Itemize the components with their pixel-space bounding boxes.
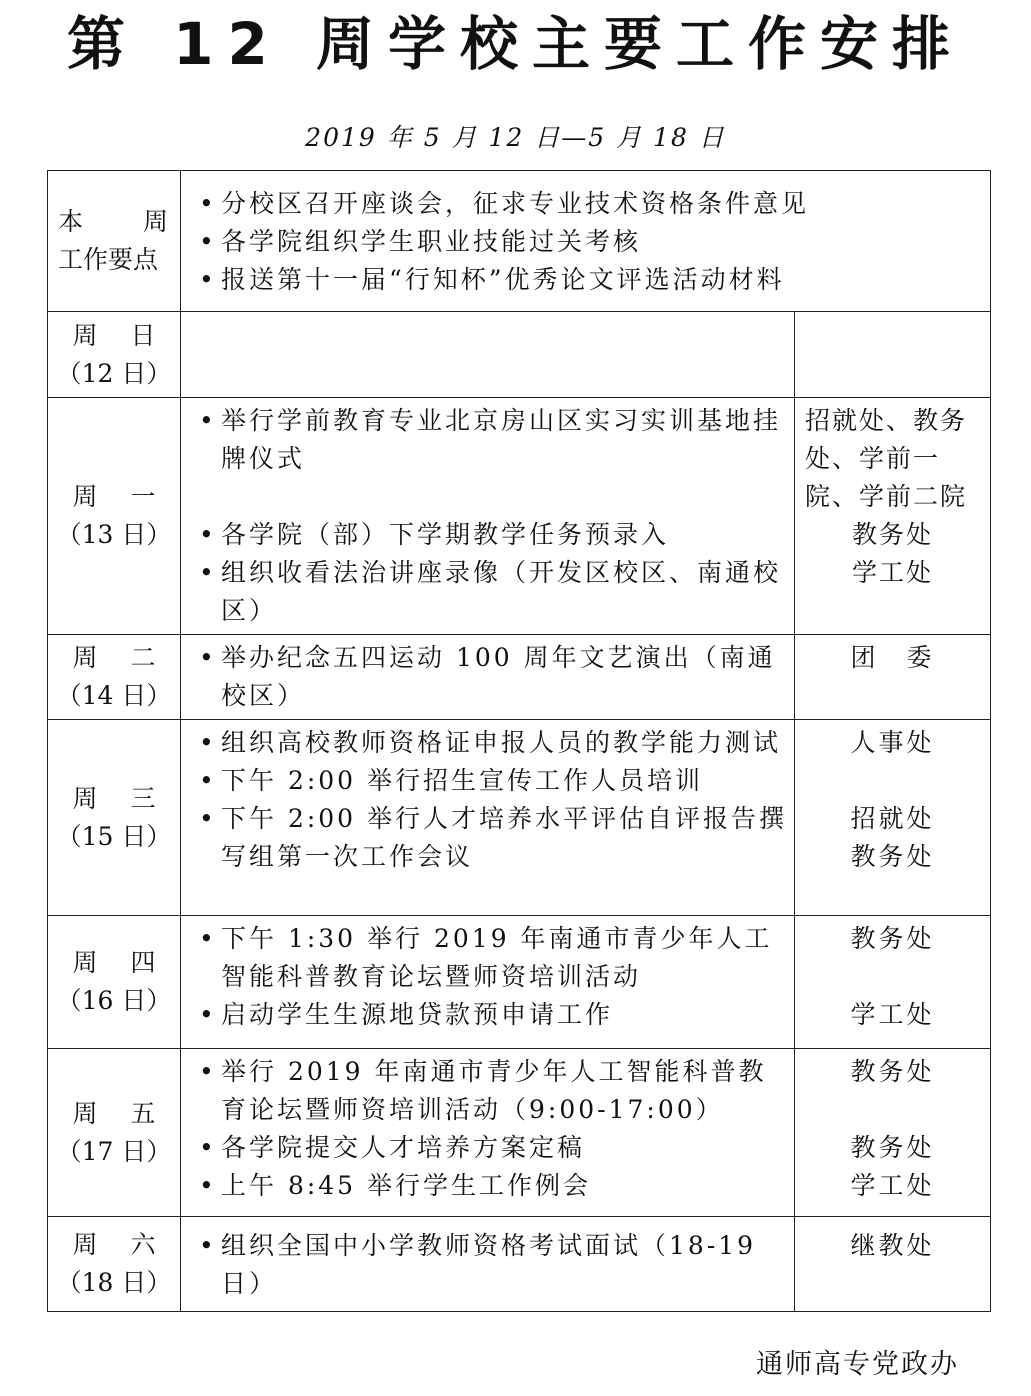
day-label: 周 五 （17 日） xyxy=(48,1049,181,1217)
list-item: • 举行 2019 年南通市青少年人工智能科普教育论坛暨师资培训活动（9:00-17:00） xyxy=(195,1053,790,1129)
dept-label: 学工处 xyxy=(850,1171,935,1200)
page-title: 第 12 周学校主要工作安排 xyxy=(66,10,965,78)
bullet: • xyxy=(199,1171,217,1200)
bullet: • xyxy=(199,728,217,757)
day-depts xyxy=(795,1217,991,1312)
bullet: • xyxy=(199,1057,217,1086)
day-items xyxy=(181,1217,795,1312)
day-depts xyxy=(795,398,991,635)
dept-label: 招就处、教务处、学前一院、学前二院 xyxy=(805,406,968,511)
dept-label: 学工处 xyxy=(850,1000,935,1029)
list-item: • 上午 8:45 举行学生工作例会 xyxy=(195,1167,790,1205)
dept-label: 团 委 xyxy=(850,643,935,672)
list-item: • 举办纪念五四运动 100 周年文艺演出（南通校区） xyxy=(195,639,790,715)
day-label: 周 三 （15 日） xyxy=(48,720,181,916)
day-depts xyxy=(795,720,991,916)
dept-label: 教务处 xyxy=(850,842,935,871)
list-item: • 组织高校教师资格证申报人员的教学能力测试 xyxy=(195,724,790,762)
day-items xyxy=(181,720,795,916)
day-depts xyxy=(795,312,991,398)
day-row-wednesday xyxy=(48,720,991,916)
date-range: 2019 年 5 月 12 日—5 月 18 日 xyxy=(305,123,726,152)
day-row-friday xyxy=(48,1049,991,1217)
bullet: • xyxy=(199,643,217,672)
key-point-item: • 报送第十一届“行知杯”优秀论文评选活动材料 xyxy=(195,261,986,299)
day-date: （15 日） xyxy=(56,821,172,851)
bullet: • xyxy=(199,1133,217,1162)
list-item: • 各学院提交人才培养方案定稿 xyxy=(195,1129,790,1167)
bullet: • xyxy=(199,1231,217,1260)
bullet: • xyxy=(199,227,217,256)
dept-label: 教务处 xyxy=(850,1133,935,1162)
footer-signature: 通师高专党政办 xyxy=(756,1349,959,1380)
list-item: • 各学院（部）下学期教学任务预录入 xyxy=(195,516,790,554)
bullet: • xyxy=(199,520,217,549)
key-points-items xyxy=(181,171,991,312)
list-item: • 举行学前教育专业北京房山区实习实训基地挂牌仪式 xyxy=(195,402,790,478)
dept-label: 招就处 xyxy=(850,804,935,833)
bullet: • xyxy=(199,558,217,587)
list-item: • 组织全国中小学教师资格考试面试（18-19 日） xyxy=(195,1227,790,1303)
dept-label: 继教处 xyxy=(850,1231,935,1260)
day-label: 周 一 （13 日） xyxy=(48,398,181,635)
key-point-item: • 各学院组织学生职业技能过关考核 xyxy=(195,223,986,261)
day-row-sunday xyxy=(48,312,991,398)
day-items xyxy=(181,916,795,1049)
day-items xyxy=(181,398,795,635)
bullet: • xyxy=(199,804,217,833)
day-date: （16 日） xyxy=(56,986,172,1015)
bullet: • xyxy=(199,406,217,435)
list-item: • 组织收看法治讲座录像（开发区校区、南通校区） xyxy=(195,554,790,630)
day-date: （12 日） xyxy=(56,358,172,388)
key-points-row xyxy=(48,171,991,312)
day-date: （17 日） xyxy=(56,1136,172,1166)
day-depts xyxy=(795,1049,991,1217)
day-label: 周 四 （16 日） xyxy=(48,916,181,1049)
day-label: 周 日 （12 日） xyxy=(48,312,181,398)
key-points-label xyxy=(48,171,181,312)
bullet: • xyxy=(199,1000,217,1029)
day-depts xyxy=(795,635,991,720)
dept-label: 教务处 xyxy=(850,924,935,953)
day-items xyxy=(181,312,795,398)
dept-label: 学工处 xyxy=(852,558,934,587)
list-item: • 启动学生生源地贷款预申请工作 xyxy=(195,996,790,1034)
day-row-monday xyxy=(48,398,991,635)
bullet: • xyxy=(199,766,217,795)
bullet: • xyxy=(199,924,217,953)
bullet: • xyxy=(199,189,217,218)
bullet: • xyxy=(199,265,217,294)
dept-label: 教务处 xyxy=(852,520,934,549)
dept-label: 教务处 xyxy=(850,1057,935,1086)
list-item: • 下午 2:00 举行招生宣传工作人员培训 xyxy=(195,762,790,800)
day-row-thursday xyxy=(48,916,991,1049)
day-row-saturday xyxy=(48,1217,991,1312)
day-items xyxy=(181,635,795,720)
key-label-char-1: 本 xyxy=(58,207,84,236)
day-date: （18 日） xyxy=(56,1268,172,1297)
schedule-table xyxy=(47,170,991,1312)
day-label: 周 六 （18 日） xyxy=(48,1217,181,1312)
key-point-item: • 分校区召开座谈会，征求专业技术资格条件意见 xyxy=(195,185,986,223)
day-label: 周 二 （14 日） xyxy=(48,635,181,720)
list-item: • 下午 2:00 举行人才培养水平评估自评报告撰写组第一次工作会议 xyxy=(195,800,790,876)
key-label-char-2: 周 xyxy=(142,207,168,236)
day-depts xyxy=(795,916,991,1049)
list-item: • 下午 1:30 举行 2019 年南通市青少年人工智能科普教育论坛暨师资培训活动 xyxy=(195,920,790,996)
day-items xyxy=(181,1049,795,1217)
dept-label: 人事处 xyxy=(850,728,935,757)
day-date: （14 日） xyxy=(56,681,172,710)
day-row-tuesday xyxy=(48,635,991,720)
day-date: （13 日） xyxy=(56,520,172,549)
key-label-line2: 工作要点 xyxy=(58,245,159,274)
